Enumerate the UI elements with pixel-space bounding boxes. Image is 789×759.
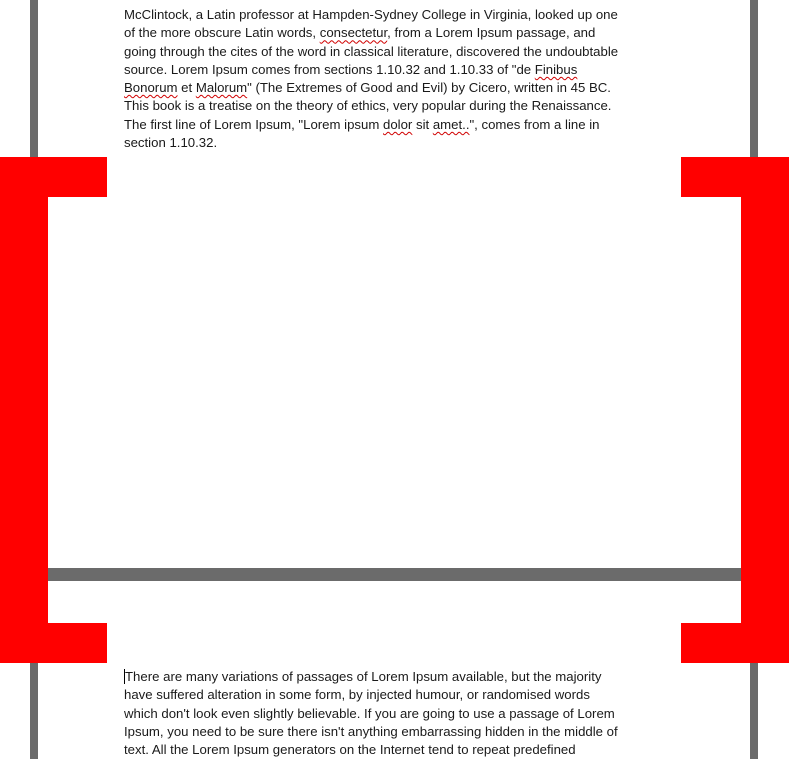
page-top-left-border [30, 0, 38, 160]
misspelled-word[interactable]: Malorum [195, 80, 248, 96]
page-top-right-border [750, 0, 758, 160]
left-bracket-stem [0, 157, 48, 663]
text-line: McClintock, a Latin professor at Hampden-Sydney College in Virginia, looked up one [124, 7, 618, 22]
text-line: Bonorum et Malorum" (The Extremes of Good and Evil) by Cicero, written in 45 BC. [124, 80, 611, 96]
misspelled-word[interactable]: Bonorum [124, 80, 178, 96]
page-bottom-right-border [750, 662, 758, 759]
misspelled-word[interactable]: dolor [383, 116, 413, 132]
text-caret [124, 669, 125, 684]
document-text-bottom[interactable] [124, 668, 669, 759]
document-text-top[interactable] [124, 6, 669, 152]
text-line: Ipsum, you need to be sure there isn't anything embarrassing hidden in the middle of [124, 723, 618, 739]
page-gap-separator [48, 568, 741, 581]
text-line: which don't look even slightly believable. If you are going to use a passage of Lorem [124, 705, 615, 721]
misspelled-word[interactable]: consectetur [319, 25, 388, 41]
text-line: source. Lorem Ipsum comes from sections 1.10.32 and 1.10.33 of "de Finibus [124, 61, 578, 77]
misspelled-word[interactable]: amet.. [432, 116, 470, 132]
text-line: have suffered alteration in some form, by injected humour, or randomised words [124, 687, 590, 703]
page-bottom-left-border [30, 662, 38, 759]
text-line: text. All the Lorem Ipsum generators on the Internet tend to repeat predefined [124, 742, 576, 758]
text-line: of the more obscure Latin words, consectetur, from a Lorem Ipsum passage, and [124, 25, 596, 41]
right-bracket-stem [741, 157, 789, 663]
left-bracket-bottom-arm [0, 623, 107, 663]
misspelled-word[interactable]: Finibus [534, 61, 578, 77]
text-line: The first line of Lorem Ipsum, "Lorem ipsum dolor sit amet..", comes from a line in [124, 116, 600, 132]
text-line: This book is a treatise on the theory of ethics, very popular during the Renaissance. [124, 98, 612, 114]
text-line: section 1.10.32. [124, 135, 218, 151]
right-bracket-bottom-arm [681, 623, 789, 663]
text-line: going through the cites of the word in classical literature, discovered the undoubtable [124, 43, 619, 59]
text-line: There are many variations of passages of Lorem Ipsum available, but the majority [125, 669, 602, 684]
